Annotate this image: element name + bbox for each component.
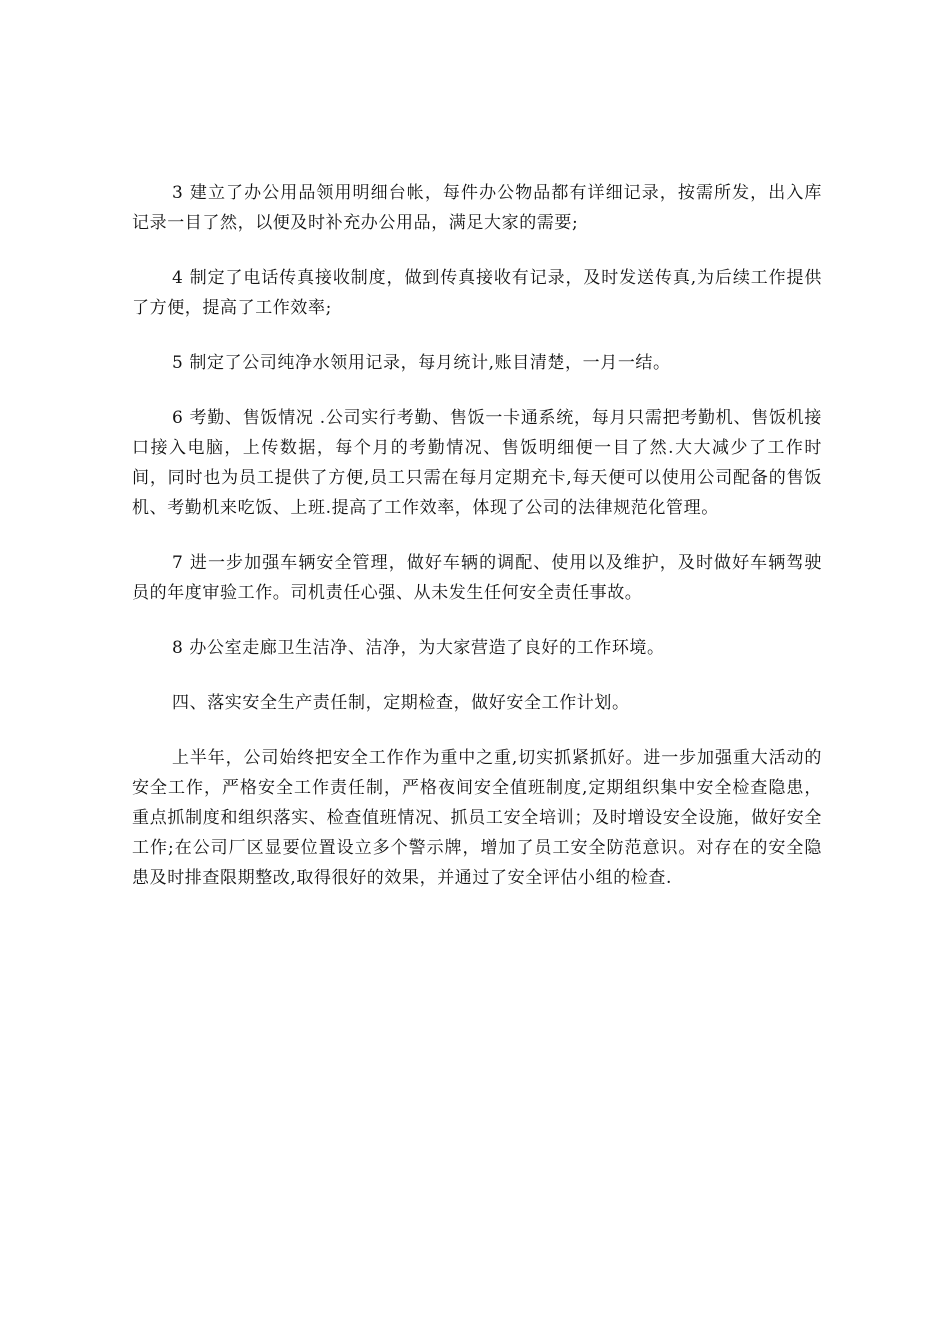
paragraph-item-6: 6 考勤、售饭情况 .公司实行考勤、售饭一卡通系统，每月只需把考勤机、售饭机接口接入电脑，上传数据，每个月的考勤情况、售饭明细便一目了然.大大减少了工作时间，同时也为员工提供了方便,员工只需在每月定期充卡,每天便可以使用公司配备的售饭机、考勤机来吃饭、上班.提高了工作效率，体现了公司的法律规范化管理。 [132,408,822,518]
paragraph-item-8: 8 办公室走廊卫生洁净、洁净，为大家营造了良好的工作环境。 [172,638,665,658]
paragraph-item-5: 5 制定了公司纯净水领用记录，每月统计,账目清楚，一月一结。 [172,353,671,373]
section-heading-four: 四、落实安全生产责任制，定期检查，做好安全工作计划。 [172,693,630,713]
paragraph-item-4: 4 制定了电话传真接收制度，做到传真接收有记录，及时发送传真,为后续工作提供了方便，提高了工作效率; [132,268,822,318]
paragraph-item-7: 7 进一步加强车辆安全管理，做好车辆的调配、使用以及维护，及时做好车辆驾驶员的年度审验工作。司机责任心强、从未发生任何安全责任事故。 [132,553,822,603]
document-body [132,178,822,918]
safety-summary-paragraph: 上半年，公司始终把安全工作作为重中之重,切实抓紧抓好。进一步加强重大活动的安全工作，严格安全工作责任制，严格夜间安全值班制度,定期组织集中安全检查隐患，重点抓制度和组织落实、检查值班情况、抓员工安全培训；及时增设安全设施，做好安全工作;在公司厂区显要位置设立多个警示牌，增加了员工安全防范意识。对存在的安全隐患及时排查限期整改,取得很好的效果，并通过了安全评估小组的检查. [132,748,822,888]
paragraph-item-3: 3 建立了办公用品领用明细台帐，每件办公物品都有详细记录，按需所发，出入库记录一目了然，以便及时补充办公用品，满足大家的需要; [132,183,822,233]
